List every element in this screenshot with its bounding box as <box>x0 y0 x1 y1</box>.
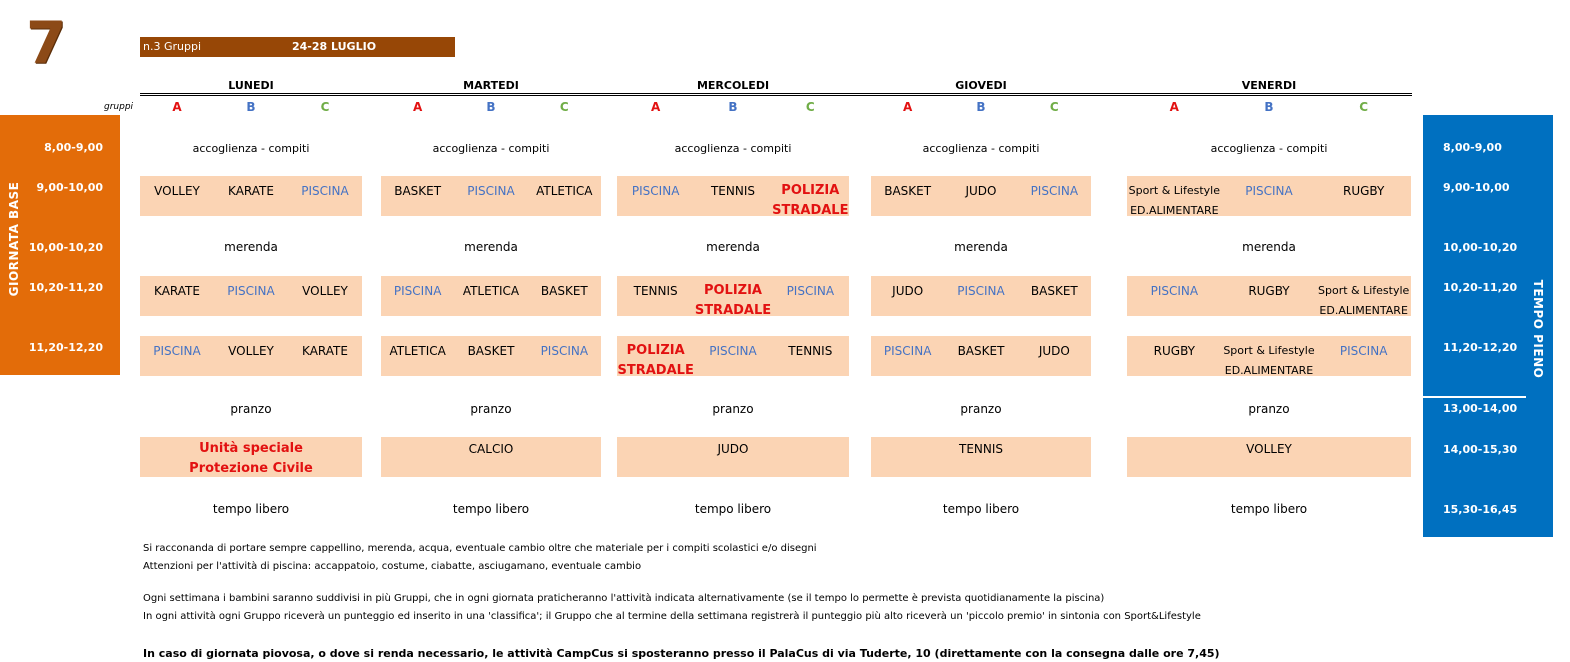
activity-cell: BASKET <box>1030 284 1078 298</box>
activity-cell: PISCINA <box>393 284 442 298</box>
common-activity: tempo libero <box>942 502 1020 516</box>
common-activity: pranzo <box>1248 402 1290 416</box>
activity-cell: Sport & Lifestyle ED.ALIMENTARE <box>1223 344 1315 377</box>
group-letter: A <box>903 100 913 114</box>
note-line: Attenzioni per l'attività di piscina: accappatoio, costume, ciabatte, asciugamano, eventuale cambio <box>143 561 642 572</box>
activity-cell: JUDO <box>965 184 997 198</box>
activity-cell: PISCINA <box>1150 284 1199 298</box>
activity-cell: PISCINA <box>153 344 201 358</box>
header-rule <box>140 95 1412 96</box>
activity-cell: ATLETICA <box>462 284 520 298</box>
common-activity: merenda <box>706 240 760 254</box>
week-number: 7 <box>26 9 67 77</box>
group-letter: B <box>728 100 738 114</box>
common-activity: merenda <box>464 240 518 254</box>
time-label-base: 10,00-10,20 <box>28 241 103 254</box>
week-header-bar <box>140 37 455 57</box>
activity-cell: ATLETICA <box>389 344 446 358</box>
afternoon-activity: Unità speciale Protezione Civile <box>189 441 313 476</box>
activity-cell: JUDO <box>1038 344 1070 358</box>
activity-cell: KARATE <box>228 184 274 198</box>
week-dates: 24-28 LUGLIO <box>292 40 377 53</box>
group-letter: C <box>320 100 330 114</box>
time-label-base: 8,00-9,00 <box>44 141 103 154</box>
group-letter: C <box>1359 100 1369 114</box>
activity-cell: VOLLEY <box>154 184 200 198</box>
activity-cell: BASKET <box>467 344 515 358</box>
tempo-pieno-label: TEMPO PIENO <box>1531 279 1545 379</box>
activity-cell: BASKET <box>394 184 442 198</box>
activity-cell: POLIZIA STRADALE <box>772 183 849 218</box>
activity-cell: ATLETICA <box>536 184 593 198</box>
group-letter: A <box>413 100 423 114</box>
group-letter: C <box>559 100 569 114</box>
day-header: GIOVEDI <box>955 79 1007 92</box>
day-header: VENERDI <box>1241 79 1297 92</box>
activity-cell: PISCINA <box>1245 184 1293 198</box>
common-activity: tempo libero <box>1230 502 1308 516</box>
activity-cell: Sport & Lifestyle ED.ALIMENTARE <box>1128 184 1220 217</box>
giornata-base-label: GIORNATA BASE <box>7 181 21 297</box>
common-activity: tempo libero <box>212 502 290 516</box>
activity-cell: PISCINA <box>1339 344 1388 358</box>
common-activity: tempo libero <box>452 502 530 516</box>
common-activity: pranzo <box>470 402 512 416</box>
common-activity: merenda <box>224 240 278 254</box>
time-label-full: 15,30-16,45 <box>1443 503 1518 516</box>
activity-cell: PISCINA <box>467 184 515 198</box>
time-label-base: 10,20-11,20 <box>28 281 103 294</box>
groups-row-label: gruppi <box>104 102 134 112</box>
time-label-full: 14,00-15,30 <box>1443 443 1518 456</box>
afternoon-activity: JUDO <box>717 442 749 456</box>
header-rule <box>140 93 1412 94</box>
note-line: In ogni attività ogni Gruppo riceverà un punteggio ed inserito in una 'classifica'; il Gruppo che al termine della settimana registrerà il punteggio più alto riceverà un 'piccolo premio' in sintonia con Sport&Lifestyle <box>143 611 1201 622</box>
activity-cell: POLIZIA STRADALE <box>617 343 694 378</box>
activity-cell: BASKET <box>540 284 588 298</box>
tempo-pieno-divider <box>1423 396 1526 398</box>
time-label-base: 11,20-12,20 <box>28 341 103 354</box>
time-label-full: 9,00-10,00 <box>1443 181 1510 194</box>
common-activity: merenda <box>1242 240 1296 254</box>
afternoon-activity: TENNIS <box>958 442 1004 456</box>
activity-cell: BASKET <box>884 184 932 198</box>
activity-cell: PISCINA <box>301 184 349 198</box>
activity-cell: TENNIS <box>710 184 755 198</box>
group-letter: B <box>246 100 256 114</box>
activity-cell: PISCINA <box>709 344 757 358</box>
activity-cell: TENNIS <box>633 284 678 298</box>
activity-cell: VOLLEY <box>228 344 274 358</box>
group-letter: A <box>651 100 661 114</box>
activity-cell: RUGBY <box>1153 344 1195 358</box>
common-activity: pranzo <box>230 402 272 416</box>
activity-cell: PISCINA <box>540 344 589 358</box>
time-label-base: 9,00-10,00 <box>36 181 103 194</box>
activity-cell: PISCINA <box>227 284 275 298</box>
activity-cell: TENNIS <box>788 344 833 358</box>
afternoon-activity: VOLLEY <box>1246 442 1292 456</box>
time-label-full: 8,00-9,00 <box>1443 141 1502 154</box>
group-letter: C <box>805 100 815 114</box>
group-letter: A <box>1169 100 1179 114</box>
common-activity: tempo libero <box>694 502 772 516</box>
common-activity: accoglienza - compiti <box>922 142 1040 155</box>
activity-cell: BASKET <box>957 344 1005 358</box>
activity-cell: RUGBY <box>1248 284 1290 298</box>
group-letter: A <box>172 100 182 114</box>
groups-label: n.3 Gruppi <box>143 40 202 53</box>
time-label-full: 10,00-10,20 <box>1443 241 1518 254</box>
activity-cell: KARATE <box>302 344 348 358</box>
day-header: MARTEDI <box>463 79 519 92</box>
group-letter: B <box>1264 100 1274 114</box>
group-letter: B <box>976 100 986 114</box>
activity-cell: Sport & Lifestyle ED.ALIMENTARE <box>1318 284 1410 317</box>
activity-cell: RUGBY <box>1342 184 1385 198</box>
day-header: LUNEDI <box>228 79 274 92</box>
activity-cell: PISCINA <box>631 184 680 198</box>
common-activity: accoglienza - compiti <box>674 142 792 155</box>
time-label-full: 10,20-11,20 <box>1443 281 1518 294</box>
activity-cell: VOLLEY <box>302 284 348 298</box>
time-label-full: 13,00-14,00 <box>1443 402 1518 415</box>
activity-cell: PISCINA <box>1030 184 1079 198</box>
note-line: Ogni settimana i bambini saranno suddivisi in più Gruppi, che in ogni giornata praticheranno l'attività indicata alternativamente (se il tempo lo permette è prevista quotidianamente la piscina) <box>143 593 1105 604</box>
activity-cell: JUDO <box>892 284 924 298</box>
activity-cell: PISCINA <box>786 284 835 298</box>
common-activity: accoglienza - compiti <box>192 142 310 155</box>
day-header: MERCOLEDI <box>696 79 770 92</box>
common-activity: accoglienza - compiti <box>1210 142 1328 155</box>
rain-note: In caso di giornata piovosa, o dove si renda necessario, le attività CampCus si sposteranno presso il PalaCus di via Tuderte, 10 (direttamente con la consegna dalle ore 7,45) <box>143 647 1220 660</box>
common-activity: accoglienza - compiti <box>432 142 550 155</box>
activity-cell: PISCINA <box>883 344 932 358</box>
activity-cell: PISCINA <box>957 284 1005 298</box>
group-letter: C <box>1049 100 1059 114</box>
activity-cell: KARATE <box>154 284 200 298</box>
note-line: Si racconanda di portare sempre cappellino, merenda, acqua, eventuale cambio oltre che materiale per i compiti scolastici e/o disegni <box>143 543 817 554</box>
afternoon-activity: CALCIO <box>468 442 514 456</box>
common-activity: pranzo <box>712 402 754 416</box>
activity-cell: POLIZIA STRADALE <box>694 283 772 318</box>
time-label-full: 11,20-12,20 <box>1443 341 1518 354</box>
common-activity: pranzo <box>960 402 1002 416</box>
group-letter: B <box>486 100 496 114</box>
common-activity: merenda <box>954 240 1008 254</box>
